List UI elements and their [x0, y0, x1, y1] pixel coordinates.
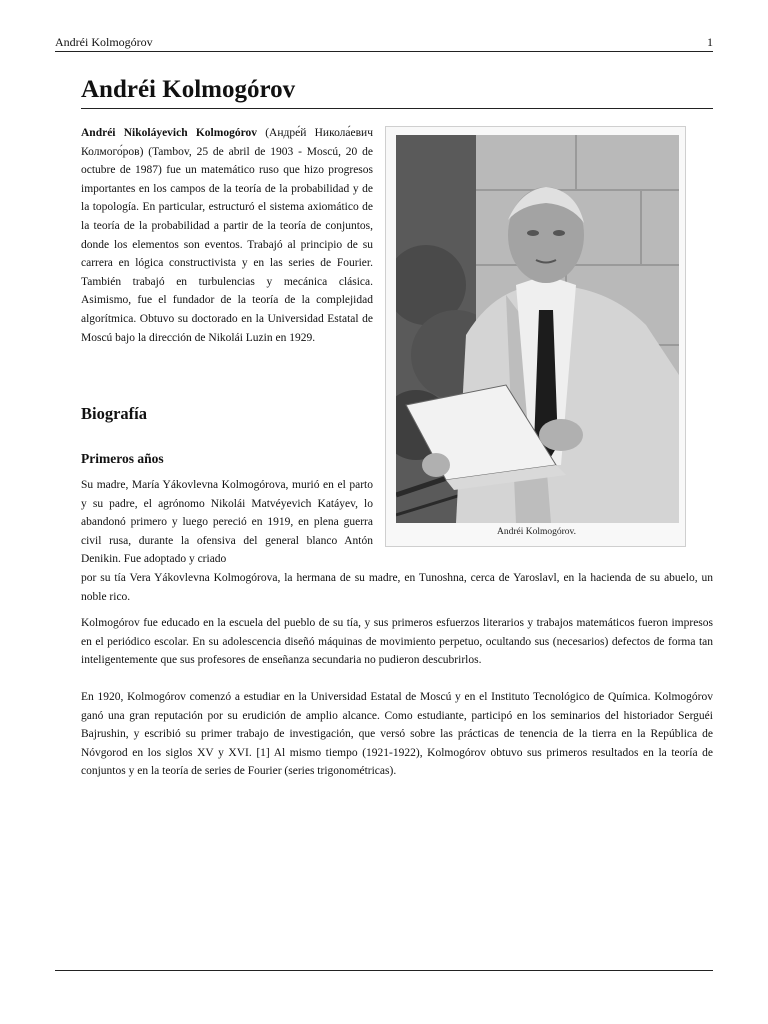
footer-rule	[55, 970, 713, 971]
subsection-heading-primeros-anos: Primeros años	[81, 451, 164, 466]
intro-name: Andréi Nikoláyevich Kolmogórov	[81, 127, 257, 139]
figure-caption: Andréi Kolmogórov.	[496, 527, 577, 537]
portrait-photo[interactable]	[396, 135, 679, 523]
section-heading-biografia: Biografía	[81, 404, 147, 423]
paragraph-madre-part1: Su madre, María Yákovlevna Kolmogórova, murió en el parto y su padre, el agrónomo Nikolái Matvéyevich Katáyev, lo abandonó primero y luego pereció en 1919, en plena guerra civil rusa, durante la ofensiva del general blanco Antón Denikin. Fue adoptado y criado	[81, 479, 373, 566]
paragraph-1920: En 1920, Kolmogórov comenzó a estudiar en la Universidad Estatal de Moscú y en el Instituto Tecnológico de Química. Kolmogórov ganó una gran reputación por su erudición de amplio alcance. Como estudiante, participó en los seminarios del historiador Serguéi Bajrushin, y escribió su primer trabajo de investigación, que versó sobre las prácticas de tenencia de la tierra en la República de Nóvgorod en los siglos XV y XVI. [1] Al mismo tiempo (1921-1922), Kolmogórov obtuvo sus primeros resultados en la teoría de conjuntos y en la teoría de series de Fourier (series trigonométricas).	[81, 691, 713, 778]
intro-paragraph	[81, 124, 373, 347]
paragraph-educado: Kolmogórov fue educado en la escuela del pueblo de su tía, y sus primeros esfuerzos literarios y trabajos matemáticos fueron impresos en el periódico escolar. En su adolescencia diseñó máquinas de movimiento perpetuo, ocultando sus (necesarios) defectos de forma tan inteligentemente que sus profesores de enseñanza secundaria no pudieron descubrirlos.	[81, 617, 713, 667]
intro-text: (Андре́й Никола́евич Колмого́ров) (Tambov, 25 de abril de 1903 - Moscú, 20 de octubre de 1987) fue un matemático ruso que hizo progresos importantes en los campos de la teoría de la probabilidad y de la topología. En particular, estructuró el sistema axiomático de la teoría de la probabilidad a partir de la teoría de conjuntos, donde los elementos son eventos. Trabajó al principio de su carrera en lógica constructivista y en las series de Fourier. También trabajó en turbulencias y mecánica clásica. Asimismo, fue el fundador de la teoría de la complejidad algorítmica. Obtuvo su doctorado en la Universidad Estatal de Moscú bajo la dirección de Nikolái Luzin en 1929.	[81, 127, 373, 344]
running-header	[55, 35, 713, 52]
portrait-figure	[385, 126, 686, 547]
article-title: Andréi Kolmogórov	[81, 74, 713, 109]
running-header-title: Andréi Kolmogórov	[55, 35, 153, 49]
paragraph-madre-part2: por su tía Vera Yákovlevna Kolmogórova, la hermana de su madre, en Tunoshna, cerca de Yaroslavl, en la hacienda de su abuelo, un noble rico.	[81, 572, 713, 603]
page-number: 1	[707, 35, 713, 49]
